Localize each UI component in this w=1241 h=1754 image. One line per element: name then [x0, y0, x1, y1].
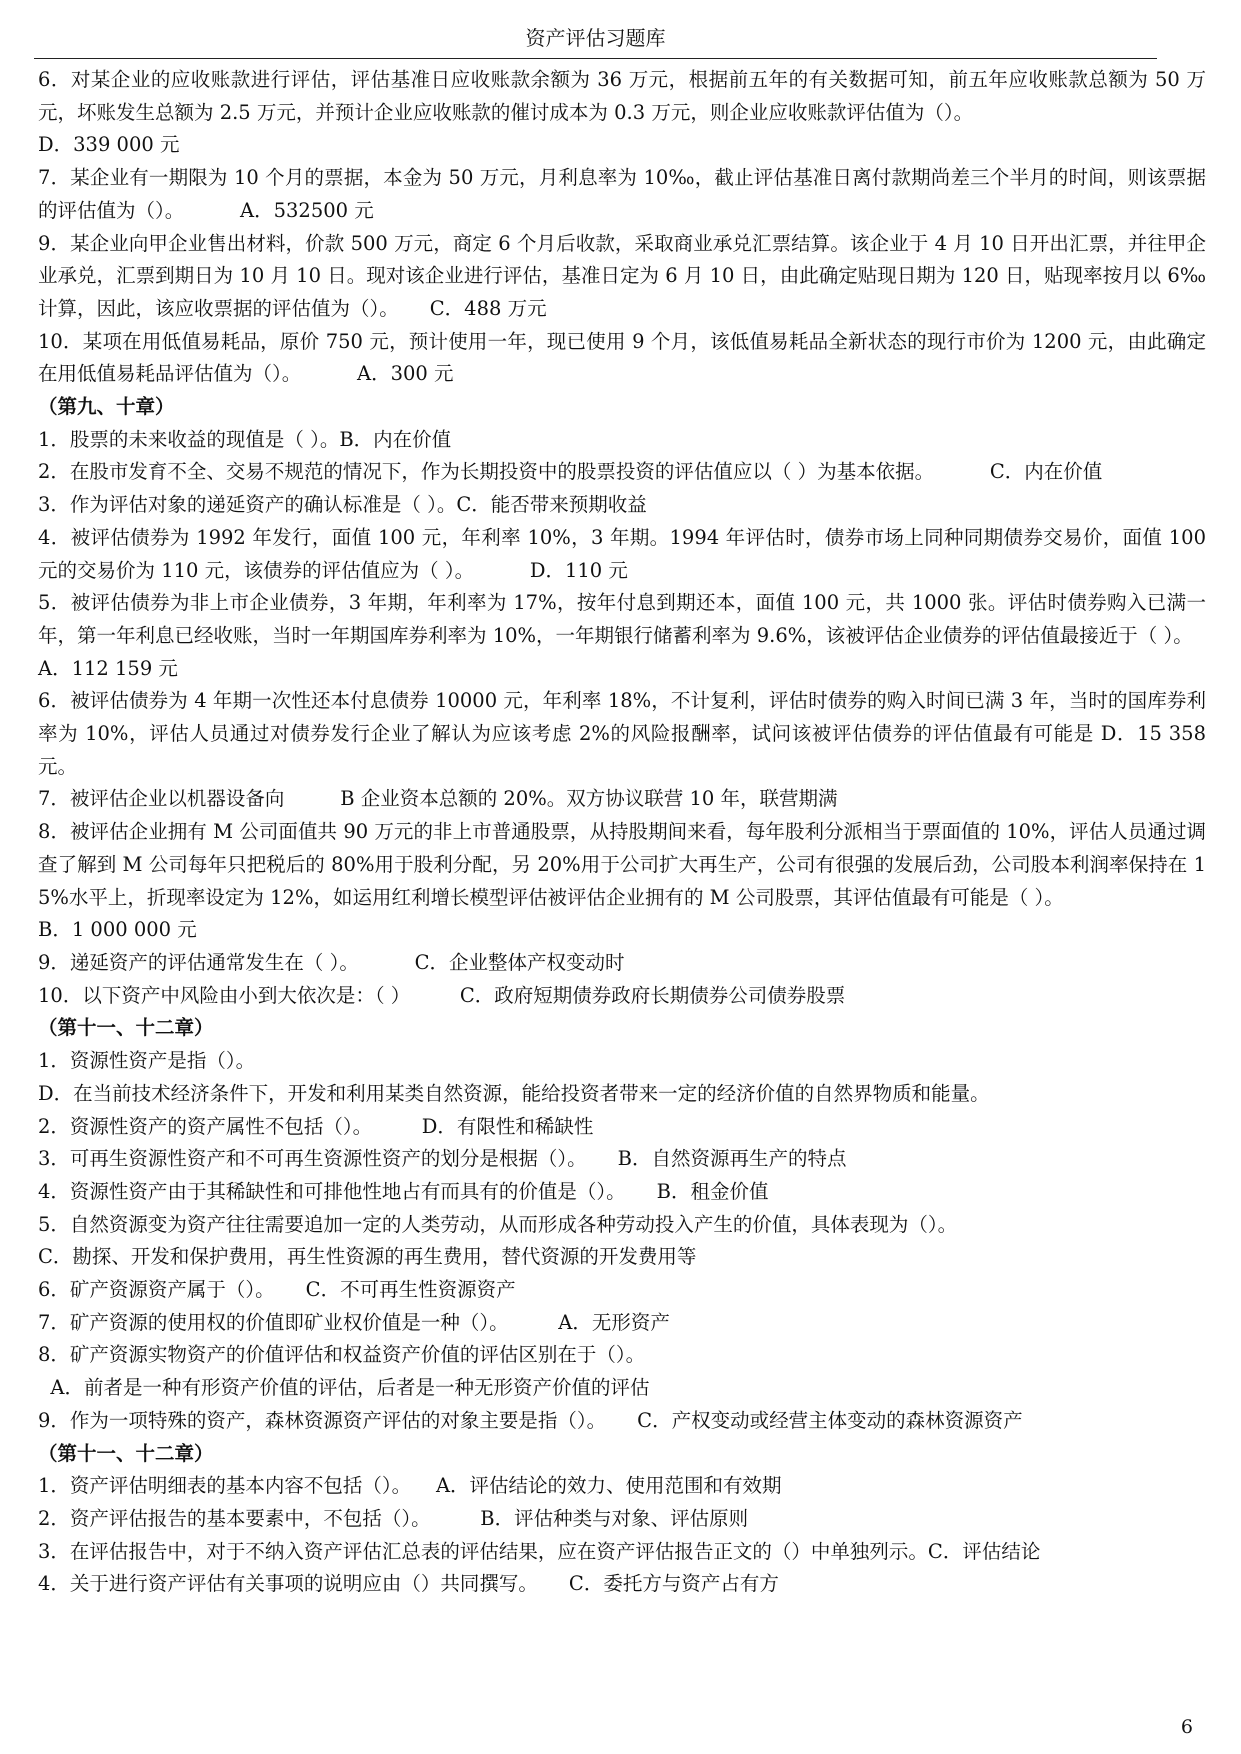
question-text: 10．以下资产中风险由小到大依次是：（ ） C．政府短期债券政府长期债券公司债券股票: [38, 983, 846, 1007]
question-text: 4．关于进行资产评估有关事项的说明应由（）共同撰写。 C．委托方与资产占有方: [38, 1572, 779, 1596]
section-heading: （第十一、十二章）: [38, 1016, 214, 1040]
question-text: B．1 000 000 元: [38, 918, 197, 942]
question-text: 2．资产评估报告的基本要素中，不包括（）。 B．评估种类与对象、评估原则: [38, 1506, 749, 1530]
question-text: C．勘探、开发和保护费用，再生性资源的再生费用，替代资源的开发费用等: [38, 1245, 697, 1269]
question-text: 9．某企业向甲企业售出材料，价款 500 万元，商定 6 个月后收款，采取商业承兑汇票结算。该企业于 4 月 10 日开出汇票，并往甲企业承兑，汇票到期日为 10 月 10 日。现对该企业进行评估，基准日定为 6 月 10 日，由此确定贴现日期为 120 日，贴现率按月以 6‰计算，因此，该应收票据的评估值为（）。 C．488 万元: [38, 231, 1206, 320]
question-text: 8．矿产资源实物资产的价值评估和权益资产价值的评估区别在于（）。: [38, 1343, 646, 1367]
question-text: 3．可再生资源性资产和不可再生资源性资产的划分是根据（）。 B．自然资源再生产的特点: [38, 1147, 847, 1171]
question-text: 6．对某企业的应收账款进行评估，评估基准日应收账款余额为 36 万元，根据前五年的有关数据可知，前五年应收账款总额为 50 万元，坏账发生总额为 2.5 万元，并预计企业应收账款的催讨成本为 0.3 万元，则企业应收账款评估值为（）。: [38, 68, 1206, 124]
question-text: 7．矿产资源的使用权的价值即矿业权价值是一种（）。 A．无形资产: [38, 1310, 670, 1334]
question-text: 7．某企业有一期限为 10 个月的票据，本金为 50 万元，月利息率为 10‰，截止评估基准日离付款期尚差三个半月的时间，则该票据的评估值为（）。 A．532500 元: [38, 166, 1206, 222]
document-body: [38, 64, 1213, 1601]
page-header-title: 资产评估习题库: [525, 26, 666, 50]
question-text: 2．资源性资产的资产属性不包括（）。 D．有限性和稀缺性: [38, 1114, 594, 1138]
question-text: D．在当前技术经济条件下，开发和利用某类自然资源，能给投资者带来一定的经济价值的自然界物质和能量。: [38, 1081, 990, 1105]
question-text: A．112 159 元: [38, 656, 178, 680]
question-text: 5．被评估债券为非上市企业债券，3 年期，年利率为 17%，按年付息到期还本，面值 100 元，共 1000 张。评估时债券购入已满一年，第一年利息已经收账，当时一年期国库券利率为 10%，一年期银行储蓄利率为 9.6%，该被评估企业债券的评估值最接近于（ ）。: [38, 591, 1206, 647]
question-text: 1．资产评估明细表的基本内容不包括（）。 A．评估结论的效力、使用范围和有效期: [38, 1474, 782, 1498]
question-text: 1．资源性资产是指（）。: [38, 1049, 256, 1073]
question-text: 9．递延资产的评估通常发生在（ ）。 C．企业整体产权变动时: [38, 950, 625, 974]
question-text: 3．作为评估对象的递延资产的确认标准是（ ）。C．能否带来预期收益: [38, 493, 647, 517]
question-text: 4．资源性资产由于其稀缺性和可排他性地占有而具有的价值是（）。 B．租金价值: [38, 1179, 769, 1203]
page-number: 6: [1180, 1716, 1193, 1738]
question-text: 4．被评估债券为 1992 年发行，面值 100 元，年利率 10%，3 年期。1994 年评估时，债券市场上同种同期债券交易价，面值 100 元的交易价为 110 元，该债券的评估值应为（ ）。 D．110 元: [38, 525, 1213, 582]
question-text: 6．矿产资源资产属于（）。 C．不可再生性资源资产: [38, 1278, 516, 1302]
question-text: D．339 000 元: [38, 133, 180, 157]
question-text: 7．被评估企业以机器设备向 B 企业资本总额的 20%。双方协议联营 10 年，联营期满: [38, 787, 838, 811]
question-text: 1．股票的未来收益的现值是（ ）。B．内在价值: [38, 427, 452, 451]
question-text: 5．自然资源变为资产往往需要追加一定的人类劳动，从而形成各种劳动投入产生的价值，具体表现为（）。: [38, 1212, 958, 1236]
question-text: 3．在评估报告中，对于不纳入资产评估汇总表的评估结果，应在资产评估报告正文的（）中单独列示。C．评估结论: [38, 1539, 1041, 1563]
header-divider: [34, 58, 1157, 59]
question-text: 9．作为一项特殊的资产，森林资源资产评估的对象主要是指（）。 C．产权变动或经营主体变动的森林资源资产: [38, 1408, 1023, 1432]
section-heading: （第十一、十二章）: [38, 1441, 214, 1465]
question-text: 10．某项在用低值易耗品，原价 750 元，预计使用一年，现已使用 9 个月，该低值易耗品全新状态的现行市价为 1200 元，由此确定在用低值易耗品评估值为（）。 A．300 元: [38, 329, 1206, 386]
section-heading: （第九、十章）: [38, 395, 175, 419]
question-text: 2．在股市发育不全、交易不规范的情况下，作为长期投资中的股票投资的评估值应以（ ）为基本依据。 C．内在价值: [38, 460, 1103, 484]
question-text: A．前者是一种有形资产价值的评估，后者是一种无形资产价值的评估: [38, 1376, 650, 1400]
question-text: 8．被评估企业拥有 M 公司面值共 90 万元的非上市普通股票，从持股期间来看，每年股利分派相当于票面值的 10%，评估人员通过调查了解到 M 公司每年只把税后的 80%用于股利分配，另 20%用于公司扩大再生产，公司有很强的发展后劲，公司股本利润率保持在 15%水平上，折现率设定为 12%，如运用红利增长模型评估被评估企业拥有的 M 公司股票，其评估值最有可能是（ ）。: [38, 820, 1206, 909]
question-text: 6．被评估债券为 4 年期一次性还本付息债券 10000 元，年利率 18%，不计复利，评估时债券的购入时间已满 3 年，当时的国库券利率为 10%，评估人员通过对债券发行企业了解认为应该考虑 2%的风险报酬率，试问该被评估债券的评估值最有可能是 D．15 358 元。: [38, 689, 1213, 778]
